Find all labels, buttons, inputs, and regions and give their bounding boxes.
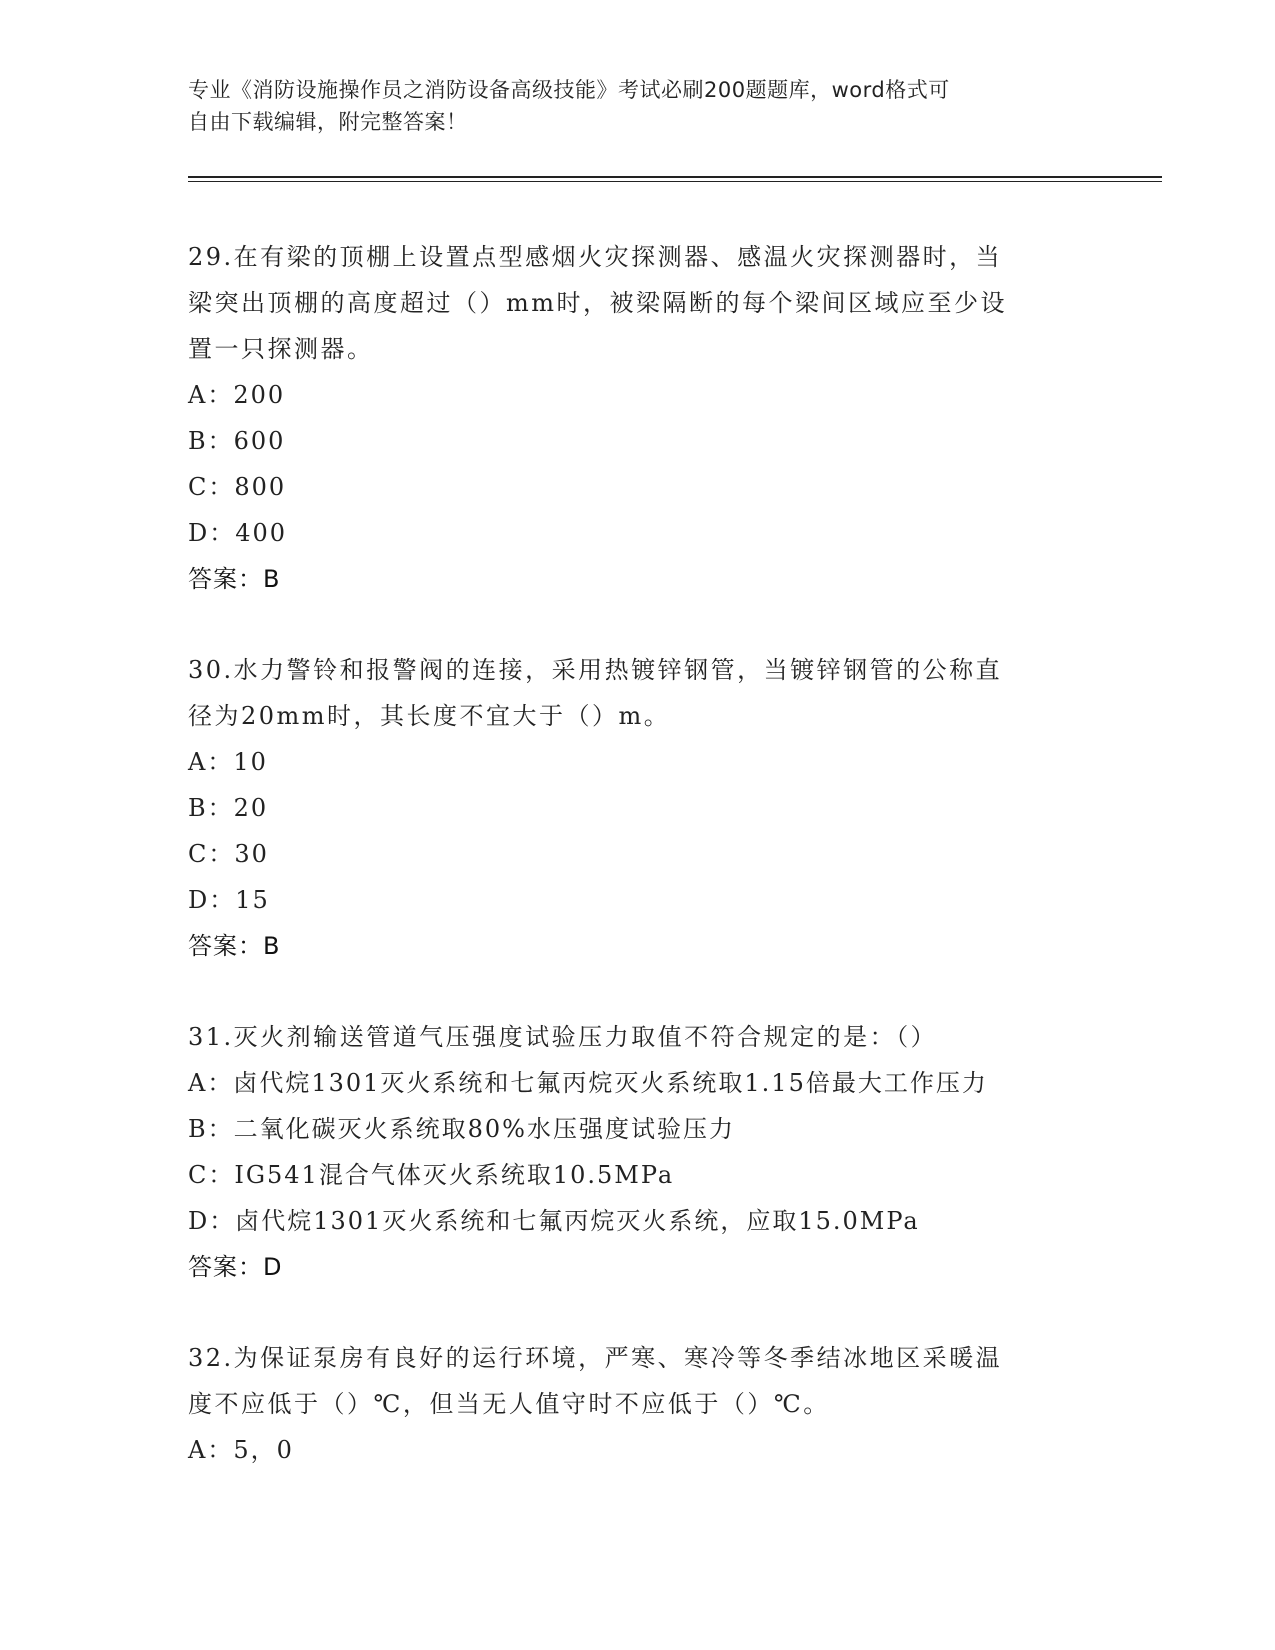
header-line-1: 专业《消防设施操作员之消防设备高级技能》考试必刷200题题库，word格式可 (188, 78, 950, 102)
question-30 (188, 647, 1088, 969)
option-b: B：600 (188, 427, 286, 455)
option-a: A：200 (188, 381, 286, 409)
option-b: B：20 (188, 794, 269, 822)
header-line-2: 自由下载编辑，附完整答案！ (188, 110, 468, 134)
question-32 (188, 1335, 1088, 1473)
option-a: A：10 (188, 748, 268, 776)
question-list (188, 234, 1088, 1518)
question-stem-line: 30.水力警铃和报警阀的连接，采用热镀锌钢管，当镀锌钢管的公称直 (188, 656, 1003, 684)
question-stem-line: 32.为保证泵房有良好的运行环境，严寒、寒冷等冬季结冰地区采暖温 (188, 1344, 1003, 1372)
header-divider (188, 176, 1162, 182)
answer-label: 答案：B (188, 565, 281, 593)
answer-label: 答案：B (188, 932, 281, 960)
question-stem-line: 31.灭火剂输送管道气压强度试验压力取值不符合规定的是：（） (188, 1023, 938, 1051)
option-a: A：5，0 (188, 1436, 294, 1464)
question-stem-line: 29.在有梁的顶棚上设置点型感烟火灾探测器、感温火灾探测器时，当 (188, 243, 1003, 271)
question-stem-line: 径为20mm时，其长度不宜大于（）m。 (188, 702, 671, 730)
option-c: C：IG541混合气体灭火系统取10.5MPa (188, 1161, 675, 1189)
question-29 (188, 234, 1088, 602)
question-31 (188, 1014, 1088, 1290)
option-a: A：卤代烷1301灭火系统和七氟丙烷灭火系统取1.15倍最大工作压力 (188, 1069, 988, 1097)
question-stem-line: 度不应低于（）℃，但当无人值守时不应低于（）℃。 (188, 1390, 830, 1418)
question-stem-line: 梁突出顶棚的高度超过（）mm时，被梁隔断的每个梁间区域应至少设 (188, 289, 1008, 317)
option-c: C：800 (188, 473, 287, 501)
option-d: D：15 (188, 886, 270, 914)
document-header (188, 74, 1068, 138)
option-c: C：30 (188, 840, 269, 868)
answer-label: 答案：D (188, 1253, 283, 1281)
option-d: D：400 (188, 519, 288, 547)
option-d: D：卤代烷1301灭火系统和七氟丙烷灭火系统，应取15.0MPa (188, 1207, 920, 1235)
question-stem-line: 置一只探测器。 (188, 335, 374, 363)
option-b: B：二氧化碳灭火系统取80%水压强度试验压力 (188, 1115, 735, 1143)
